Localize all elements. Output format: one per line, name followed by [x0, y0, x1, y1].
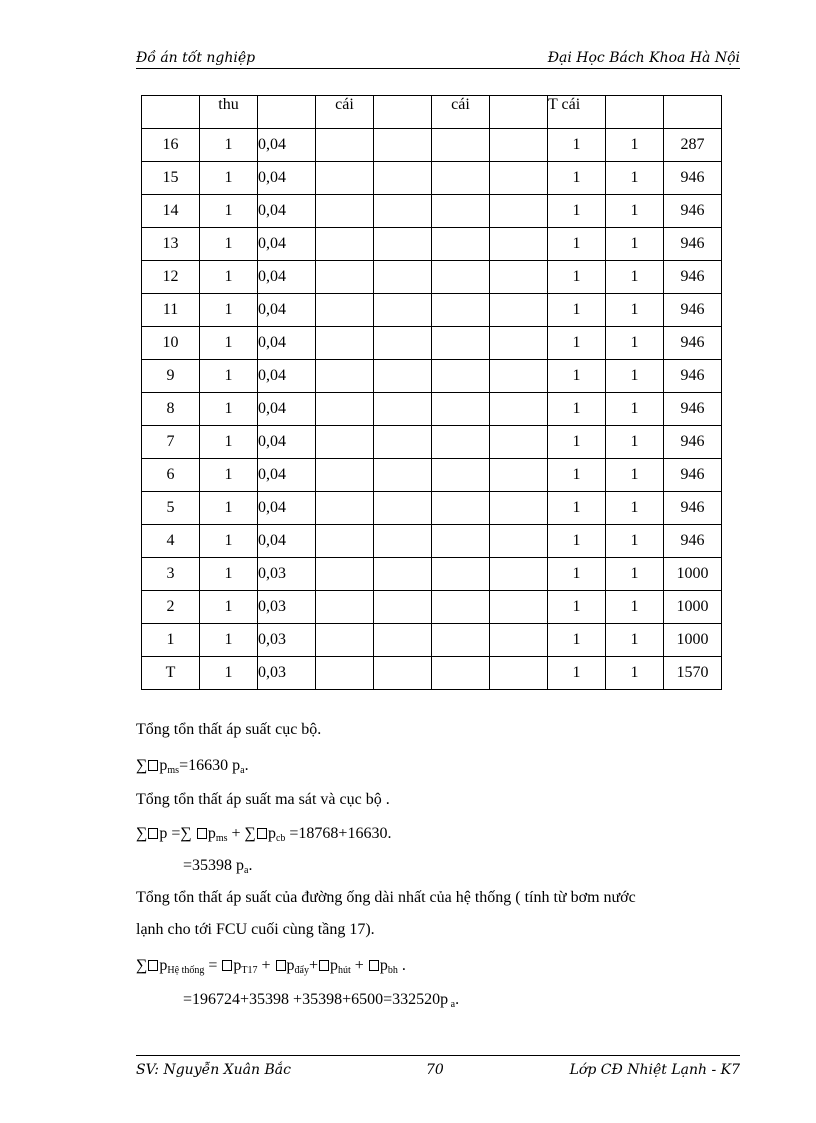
table-cell: [490, 327, 548, 360]
text-line-6: Tổng tổn thất áp suất của đường ống dài nhất của hệ thống ( tính từ bơm nước: [136, 889, 636, 906]
table-cell: 1: [548, 327, 606, 360]
table-cell: 1: [548, 129, 606, 162]
table-cell: [490, 261, 548, 294]
table-cell: 0,04: [258, 162, 316, 195]
table-cell: 1: [606, 426, 664, 459]
table-cell: 1: [200, 195, 258, 228]
table-cell: 946: [664, 492, 722, 525]
table-cell: [490, 96, 548, 129]
table-cell: [374, 360, 432, 393]
table-cell: 0,04: [258, 228, 316, 261]
table-cell: [432, 261, 490, 294]
table-row: [142, 558, 722, 591]
table-cell: 1: [606, 228, 664, 261]
table-cell: [490, 162, 548, 195]
table-cell: [374, 96, 432, 129]
table-row: [142, 393, 722, 426]
table-cell: [374, 624, 432, 657]
table-cell: 6: [142, 459, 200, 492]
table-cell: 946: [664, 360, 722, 393]
table-cell: 1: [548, 228, 606, 261]
delta-symbol-icon: [148, 828, 158, 839]
table-cell: [316, 294, 374, 327]
pressure-loss-table: [141, 95, 722, 690]
text-line-2: ∑ $p_{ms}=16630$ $p_a$.: [136, 757, 249, 776]
header-left: Đồ án tốt nghiệp: [136, 50, 256, 66]
table-cell: 1: [548, 591, 606, 624]
table-cell: [374, 492, 432, 525]
table-cell: 946: [664, 162, 722, 195]
table-row: [142, 195, 722, 228]
table-cell: 946: [664, 393, 722, 426]
table-cell: [490, 129, 548, 162]
table-row: [142, 129, 722, 162]
table-cell: [432, 459, 490, 492]
table-row: [142, 591, 722, 624]
table-cell: [432, 393, 490, 426]
table-cell: 1: [606, 195, 664, 228]
table-cell: [374, 294, 432, 327]
header-right: Đại Học Bách Khoa Hà Nội: [547, 50, 740, 66]
table-cell: [316, 393, 374, 426]
table-cell: 1: [200, 657, 258, 690]
text-line-9: =196724+35398 +35398+6500=332520p $_a$.: [183, 991, 460, 1010]
table-cell: 1: [200, 228, 258, 261]
table-cell: [374, 228, 432, 261]
table-cell: 1: [548, 162, 606, 195]
table-row: [142, 624, 722, 657]
table-cell: 14: [142, 195, 200, 228]
table-cell: 1: [548, 492, 606, 525]
table-cell: [316, 261, 374, 294]
table-cell: [316, 129, 374, 162]
table-cell: 1: [548, 261, 606, 294]
table-cell: 16: [142, 129, 200, 162]
footer-class: Lớp CĐ Nhiệt Lạnh - K7: [569, 1062, 740, 1078]
table-cell: [432, 228, 490, 261]
table-cell: [316, 426, 374, 459]
delta-symbol-icon: [319, 960, 329, 971]
table-cell: 0,04: [258, 393, 316, 426]
table-cell: 1000: [664, 591, 722, 624]
table-row: [142, 492, 722, 525]
table-cell: 1: [606, 360, 664, 393]
table-cell: 0,04: [258, 195, 316, 228]
table-cell: [316, 624, 374, 657]
text-line-3: Tổng tổn thất áp suất ma sát và cục bộ .: [136, 791, 390, 808]
table-row: [142, 459, 722, 492]
table-cell: 1: [200, 294, 258, 327]
table-row: [142, 162, 722, 195]
table-cell: [490, 459, 548, 492]
table-cell: 1: [606, 261, 664, 294]
table-cell: [374, 657, 432, 690]
table-cell: cái: [316, 96, 374, 129]
table-cell: 1570: [664, 657, 722, 690]
table-cell: 0,04: [258, 327, 316, 360]
table-cell: 2: [142, 591, 200, 624]
table-cell: 1: [548, 294, 606, 327]
table-cell: [432, 624, 490, 657]
table-cell: 1: [548, 393, 606, 426]
delta-symbol-icon: [257, 828, 267, 839]
table-cell: [490, 294, 548, 327]
delta-symbol-icon: [369, 960, 379, 971]
table-cell: 1: [606, 393, 664, 426]
table-cell: [432, 492, 490, 525]
table-cell: [490, 657, 548, 690]
text-line-4: ∑ p =∑ $p_{ms}$ + ∑ $p_{cb} =18768+16630$.: [136, 825, 392, 844]
table-cell: 1000: [664, 558, 722, 591]
table-cell: [374, 261, 432, 294]
table-cell: [490, 558, 548, 591]
table-cell: 946: [664, 228, 722, 261]
page-header: [136, 48, 740, 69]
table-cell: [606, 96, 664, 129]
table-cell: [316, 525, 374, 558]
table-cell: [432, 558, 490, 591]
table-cell: 946: [664, 195, 722, 228]
table-cell: [432, 129, 490, 162]
table-cell: [374, 327, 432, 360]
table-cell: [432, 195, 490, 228]
table-cell: 1: [606, 327, 664, 360]
table-cell: 0,04: [258, 294, 316, 327]
table-cell: 1: [548, 525, 606, 558]
table-cell: 1: [200, 162, 258, 195]
table-cell: 12: [142, 261, 200, 294]
table-cell: [374, 558, 432, 591]
table-cell: 1: [548, 195, 606, 228]
table-cell: 1: [548, 459, 606, 492]
table-cell: T cái: [548, 96, 606, 129]
table-cell: [490, 591, 548, 624]
table-cell: [432, 426, 490, 459]
table-cell: [374, 393, 432, 426]
table-cell: [374, 591, 432, 624]
table-cell: [490, 426, 548, 459]
table-cell: 1: [200, 393, 258, 426]
table-cell: 946: [664, 261, 722, 294]
table-cell: 1: [200, 624, 258, 657]
table-cell: 0,04: [258, 492, 316, 525]
table-cell: [374, 162, 432, 195]
table-cell: 1: [200, 360, 258, 393]
table-cell: 0,04: [258, 129, 316, 162]
table-cell: 946: [664, 327, 722, 360]
table-cell: [664, 96, 722, 129]
text-line-5: =35398 $p_a$.: [183, 857, 253, 876]
table-cell: 287: [664, 129, 722, 162]
table-cell: 0,04: [258, 426, 316, 459]
page-number: 70: [426, 1062, 444, 1078]
table-cell: 10: [142, 327, 200, 360]
table-cell: [432, 360, 490, 393]
table-cell: 1: [606, 129, 664, 162]
table-row: [142, 360, 722, 393]
delta-symbol-icon: [276, 960, 286, 971]
table-cell: [258, 96, 316, 129]
table-cell: [432, 162, 490, 195]
table-cell: 1: [606, 624, 664, 657]
table-cell: 15: [142, 162, 200, 195]
table-cell: [374, 426, 432, 459]
page-footer: [136, 1055, 740, 1086]
table-cell: 1: [200, 327, 258, 360]
table-cell: thu: [200, 96, 258, 129]
table-cell: [490, 228, 548, 261]
table-cell: 1: [548, 657, 606, 690]
table-row: [142, 525, 722, 558]
table-cell: 1000: [664, 624, 722, 657]
table-cell: 11: [142, 294, 200, 327]
table-cell: [432, 657, 490, 690]
table-cell: 7: [142, 426, 200, 459]
text-line-1: Tổng tổn thất áp suất cục bộ.: [136, 721, 322, 738]
table-cell: 1: [200, 558, 258, 591]
table-cell: 1: [548, 360, 606, 393]
table-cell: [316, 195, 374, 228]
table-cell: [490, 525, 548, 558]
table-cell: 1: [606, 657, 664, 690]
table-cell: 1: [200, 492, 258, 525]
table-cell: 8: [142, 393, 200, 426]
table-cell: 0,04: [258, 525, 316, 558]
table-cell: [432, 294, 490, 327]
table-cell: 946: [664, 459, 722, 492]
delta-symbol-icon: [148, 960, 158, 971]
table-cell: 946: [664, 426, 722, 459]
table-cell: 1: [200, 261, 258, 294]
table-cell: [490, 492, 548, 525]
table-cell: 1: [606, 162, 664, 195]
table-cell: [316, 228, 374, 261]
table-cell: 1: [606, 591, 664, 624]
table-cell: [374, 525, 432, 558]
table-row: [142, 261, 722, 294]
table-cell: 1: [606, 294, 664, 327]
table-cell: [316, 327, 374, 360]
table-row: [142, 657, 722, 690]
table-cell: cái: [432, 96, 490, 129]
table-cell: 1: [548, 558, 606, 591]
table-header-row: [142, 96, 722, 129]
table-cell: 5: [142, 492, 200, 525]
table-cell: 1: [200, 591, 258, 624]
table-cell: [374, 195, 432, 228]
table-cell: 1: [200, 426, 258, 459]
table-cell: 1: [200, 129, 258, 162]
table-cell: 0,03: [258, 558, 316, 591]
table-cell: [490, 195, 548, 228]
text-line-8: ∑ $p_{Hệ thống} = p_{T17} + p_{đẩy}+ p_{hút} + p_{bh}$ .: [136, 957, 406, 976]
table-cell: 0,04: [258, 459, 316, 492]
table-cell: [432, 525, 490, 558]
table-cell: 0,03: [258, 591, 316, 624]
table-row: [142, 426, 722, 459]
table-cell: [374, 129, 432, 162]
table-cell: T: [142, 657, 200, 690]
table-cell: 3: [142, 558, 200, 591]
table-cell: [316, 459, 374, 492]
table-cell: [142, 96, 200, 129]
table-row: [142, 327, 722, 360]
table-cell: [316, 492, 374, 525]
table-cell: [432, 327, 490, 360]
table-cell: 1: [548, 624, 606, 657]
table-cell: 1: [142, 624, 200, 657]
table-cell: 1: [606, 459, 664, 492]
table-cell: [490, 393, 548, 426]
table-cell: [316, 657, 374, 690]
footer-author: SV: Nguyễn Xuân Bắc: [136, 1062, 291, 1078]
table-cell: 1: [548, 426, 606, 459]
table-cell: 946: [664, 525, 722, 558]
table-cell: 1: [606, 525, 664, 558]
text-line-7: lạnh cho tới FCU cuối cùng tầng 17).: [136, 921, 375, 938]
table-cell: 13: [142, 228, 200, 261]
table-cell: 9: [142, 360, 200, 393]
table-cell: [316, 162, 374, 195]
table-cell: 1: [200, 459, 258, 492]
table-cell: [374, 459, 432, 492]
table-cell: 946: [664, 294, 722, 327]
table-row: [142, 228, 722, 261]
table-cell: 0,04: [258, 360, 316, 393]
table-cell: [490, 624, 548, 657]
table-cell: 4: [142, 525, 200, 558]
delta-symbol-icon: [222, 960, 232, 971]
table-cell: [490, 360, 548, 393]
table-cell: 1: [200, 525, 258, 558]
table-cell: [316, 558, 374, 591]
table-cell: [316, 360, 374, 393]
delta-symbol-icon: [148, 760, 158, 771]
delta-symbol-icon: [197, 828, 207, 839]
table-row: [142, 294, 722, 327]
table-cell: 0,04: [258, 261, 316, 294]
table-cell: 0,03: [258, 624, 316, 657]
table-cell: 1: [606, 492, 664, 525]
table-cell: 0,03: [258, 657, 316, 690]
table-cell: [432, 591, 490, 624]
table-cell: 1: [606, 558, 664, 591]
table-cell: [316, 591, 374, 624]
